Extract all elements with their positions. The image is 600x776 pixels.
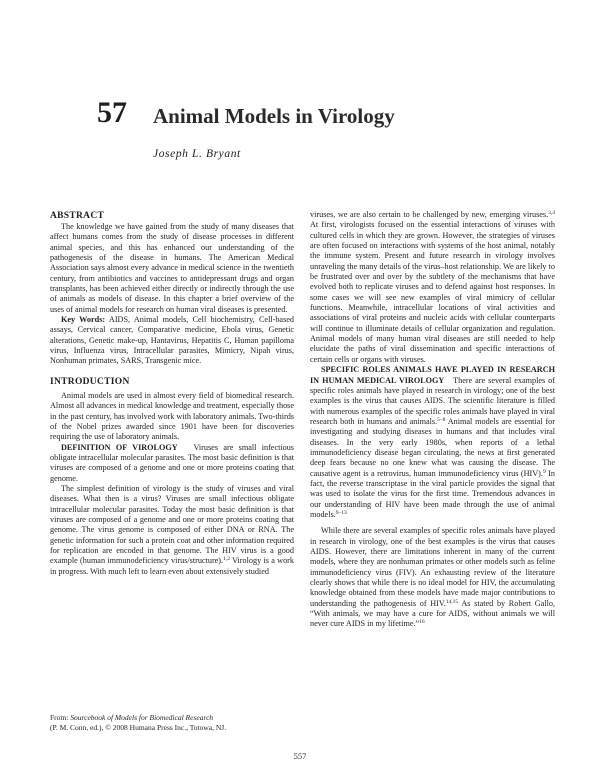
citation: 14,15	[445, 598, 459, 605]
author-name: Joseph L. Bryant	[153, 148, 241, 160]
chapter-number: 57	[97, 96, 127, 129]
keywords	[50, 315, 294, 367]
citation: 1,2	[223, 556, 230, 563]
intro-paragraph: Animal models are used in almost every field of biomedical research. Almost all advances in medical knowledge and treatment, especially those in the past century, has involved work with laboratory animals. Two-thirds of the Nobel prizes awarded since 1901 have been for discoveries requiring the use of laboratory animals.	[50, 390, 294, 442]
right-column	[310, 210, 555, 630]
footnote-publisher: (P. M. Conn, ed.), © 2008 Humana Press Inc., Totowa, NJ.	[50, 723, 227, 732]
roles-text-c: In fact, the reverse transcriptase in the viral particle provides the signal that was used to isolate the virus for the first time. Tremendous advances in our understanding of HIV have been made through the use of animal models.	[310, 468, 555, 519]
definition-paragraph	[50, 443, 294, 484]
virology-paragraph	[50, 484, 294, 577]
abstract-text: The knowledge we have gained from the study of many diseases that affect humans comes from the study of disease processes in different animal species, and this has enhanced our understanding of the pathogenesis of the disease in humans. The American Medical Association says almost every advance in medical science in the twentieth century, from antibiotics and vaccines to antidepressant drugs and organ transplants, has been achieved either directly or indirectly through the use of animals as models of disease. In this chapter a brief overview of the uses of animal models for research on human viral diseases is presented.	[50, 222, 294, 314]
limitations-text-b: As stated by Robert Gallo, “With animals, we may have a cure for AIDS, without animals we will never cure AIDS in my lifetime.”	[310, 598, 556, 629]
limitations-paragraph	[310, 526, 555, 629]
abstract-heading: ABSTRACT	[50, 211, 105, 221]
page-number: 557	[293, 751, 307, 761]
roles-text-a: There are several examples of specific roles animals have played in research in virology; one of the best examples is the virus that causes AIDS. The scientific literature is filled with numerous examples of the specific roles animals have played in viral research both in humans and animals.	[310, 375, 556, 426]
chapter-title: Animal Models in Virology	[153, 104, 395, 128]
limitations-text-a: While there are several examples of specific roles animals have played in research in virology, one of the best examples is the virus that causes AIDS. However, there are limitations inherent in many of the current models, where they are nonhuman primates or other models such as feline immunodeficiency virus (FIV). An exhausting review of the literature clearly shows that while there is no ideal model for HIV, the accumulating knowledge obtained from these models have made major contributions to understanding the pathogenesis of HIV.	[310, 526, 555, 608]
citation: 3,4	[548, 210, 555, 216]
roles-text-b: Animal models are essential for investigating and studying diseases in humans and that includes viral diseases. In the very early 1980s, when reports of a lethal immunodeficiency disease began circulating, the news at first generated deep fears because no one knew what was causing the disease. The causative agent is a retrovirus, human immunodeficiency virus (HIV).	[310, 416, 555, 478]
definition-text: Viruses are small infectious obligate intracellular molecular parasites. The most basic definition is that viruses are composed of a genome and one or more proteins coating that genome.	[50, 442, 294, 483]
footnote-from: From:	[50, 713, 71, 722]
keywords-text: AIDS, Animal models, Cell biochemistry, Cell-based assays, Cervical cancer, Comparative medicine, Ebola virus, Genetic alterations, Genetic make-up, Hantavirus, Hepatitis C, Human papilloma virus, Influenza virus, Intracellular parasites, Mimicry, Nipah virus, Nonhuman primates, SARS, Transgenic mice.	[50, 315, 294, 366]
left-column	[50, 210, 294, 577]
citation: 16	[419, 619, 425, 626]
viruses-text-b: At first, virologists focused on the essential interactions of viruses with cultured cells in which they are grown. However, the strategies of viruses are often focused on interactions with systems of the host animal, notably the immune system. Present and future research in virology involves unraveling the many details of the virus–host relationship. We are likely to be frustrated over and over by the subtlety of the mechanisms that have evolved both to replicate viruses and to defend against host responses. In some cases we will see new examples of viral mimicry of cellular functions. Meanwhile, intracellular locations of viral activities and associations of viral proteins and nucleic acids with cellular counterparts will continue to illuminate details of cellular organization and regulation. Animal models of many human viral diseases are still needed to help elucidate the paths of viral dissemination and specific interactions of certain cells or organs with viruses.	[310, 220, 555, 364]
citation: 9–13	[335, 509, 347, 516]
citation: 9	[542, 468, 546, 475]
footnote-source-title: Sourcebook of Models for Biomedical Research	[70, 713, 214, 722]
viruses-paragraph	[310, 210, 555, 365]
introduction-heading: INTRODUCTION	[50, 376, 130, 387]
roles-heading: SPECIFIC ROLES ANIMALS HAVE PLAYED IN RESEARCH IN HUMAN MEDICAL VIROLOGY	[310, 365, 555, 385]
virology-tail: Virology is a work in progress. With much left to learn even about extensively studied	[50, 556, 294, 576]
citation: 5–8	[437, 416, 446, 423]
virology-text: The simplest definition of virology is the study of viruses and viral diseases. What then is a virus? Viruses are small infectious obligate intracellular molecular parasites. Today the most basic definition is that viruses are composed of a genome and one or more proteins coating that genome. The virus genome is composed of either DNA or RNA. The genetic information for such a protein coat and other information required for replication are encoded in that genome. The HIV virus is a good example (human immunodeficiency virus/structure).	[50, 483, 294, 566]
roles-paragraph	[310, 365, 555, 520]
viruses-text-a: viruses, we are also certain to be challenged by new, emerging viruses.	[310, 210, 549, 219]
definition-heading: DEFINITION OF VIROLOGY	[61, 442, 178, 452]
source-footnote	[50, 713, 300, 733]
keywords-label: Key Words:	[61, 315, 106, 325]
